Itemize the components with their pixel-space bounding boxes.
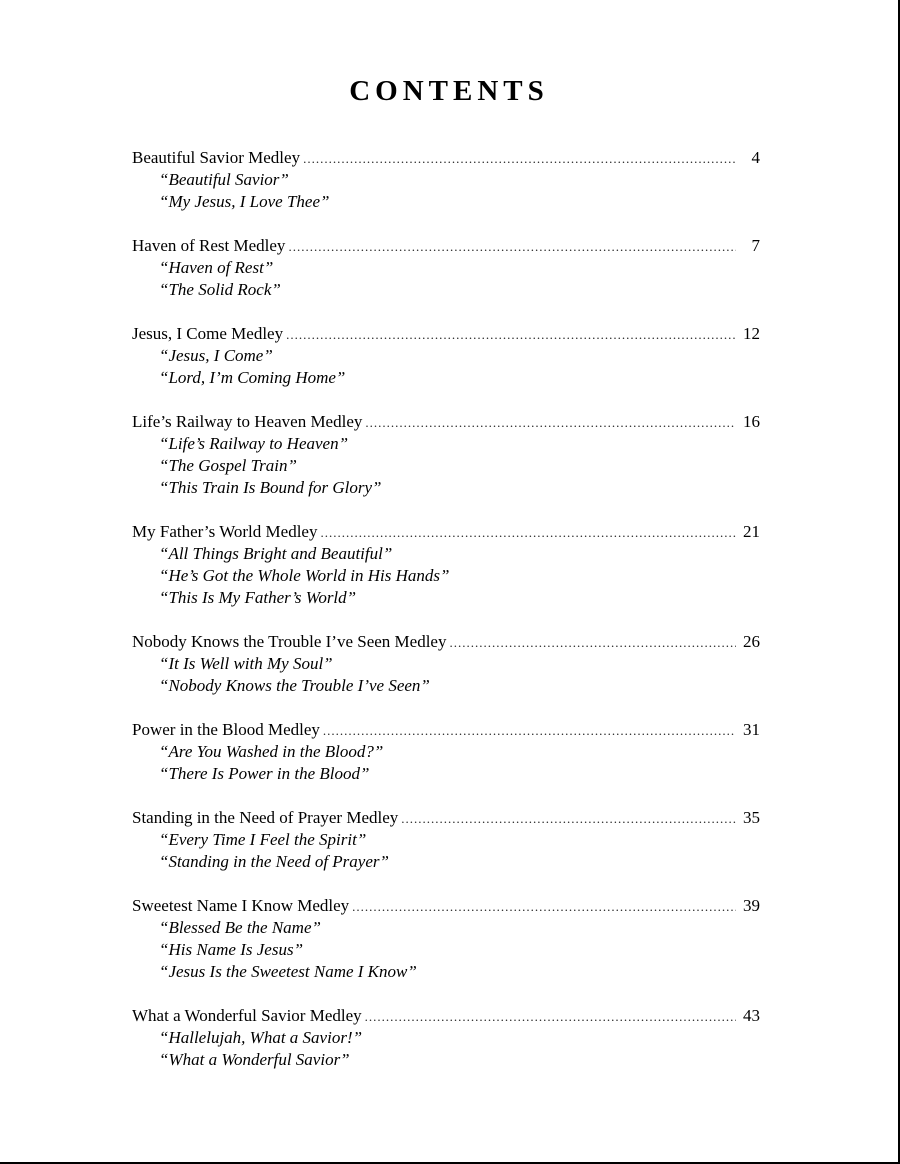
entry-spacer [132,499,760,521]
page-number: 39 [743,896,760,915]
dot-leader [303,148,736,170]
song-title: “It Is Well with My Soul” [159,654,333,673]
song-title: “His Name Is Jesus” [159,940,304,959]
toc-entry [132,895,760,1005]
dot-leader [449,632,736,654]
dot-leader [286,324,736,346]
dot-leader [365,1006,736,1028]
medley-title: Nobody Knows the Trouble I’ve Seen Medley [132,632,447,651]
page-number: 21 [743,522,760,541]
toc-entry [132,521,760,631]
song-title: “There Is Power in the Blood” [159,764,370,783]
page-number: 7 [751,236,760,255]
song-list [132,433,760,499]
song-list [132,169,760,213]
medley-title: Haven of Rest Medley [132,236,286,255]
page-number: 12 [743,324,760,343]
song-list [132,345,760,389]
dot-leader [352,896,736,918]
page-title: CONTENTS [349,75,549,107]
dot-leader [365,412,736,434]
song-list [132,741,760,785]
song-title: “Blessed Be the Name” [159,918,321,937]
song-title: “Hallelujah, What a Savior!” [159,1028,363,1047]
song-list [132,917,760,983]
song-title: “Standing in the Need of Prayer” [159,852,389,871]
song-title: “This Train Is Bound for Glory” [159,478,382,497]
toc-entry-line[interactable] [132,719,760,741]
song-list [132,543,760,609]
entry-spacer [132,609,760,631]
toc-entry-line[interactable] [132,323,760,345]
entry-spacer [132,873,760,895]
song-title: “The Gospel Train” [159,456,297,475]
toc-entry [132,147,760,235]
toc-entry [132,323,760,411]
toc-entry-line[interactable] [132,147,760,169]
entry-spacer [132,983,760,1005]
page-number: 16 [743,412,760,431]
toc-entry-line[interactable] [132,807,760,829]
medley-title: My Father’s World Medley [132,522,318,541]
page-number: 35 [743,808,760,827]
song-title: “Every Time I Feel the Spirit” [159,830,367,849]
medley-title: What a Wonderful Savior Medley [132,1006,362,1025]
page-number: 31 [743,720,760,739]
song-list [132,1027,760,1071]
entry-spacer [132,697,760,719]
entry-spacer [132,785,760,807]
entry-spacer [132,213,760,235]
song-title: “My Jesus, I Love Thee” [159,192,330,211]
song-title: “Haven of Rest” [159,258,274,277]
dot-leader [401,808,736,830]
page-number: 26 [743,632,760,651]
dot-leader [288,236,736,258]
song-title: “Life’s Railway to Heaven” [159,434,349,453]
toc-entry-line[interactable] [132,895,760,917]
song-title: “What a Wonderful Savior” [159,1050,350,1069]
entry-spacer [132,301,760,323]
medley-title: Power in the Blood Medley [132,720,320,739]
dot-leader [320,522,736,544]
song-title: “Nobody Knows the Trouble I’ve Seen” [159,676,430,695]
song-title: “He’s Got the Whole World in His Hands” [159,566,450,585]
medley-title: Standing in the Need of Prayer Medley [132,808,399,827]
toc-entry-line[interactable] [132,631,760,653]
page-number: 4 [751,148,760,167]
toc-entry [132,631,760,719]
song-list [132,257,760,301]
song-title: “The Solid Rock” [159,280,281,299]
table-of-contents [132,147,760,1071]
medley-title: Sweetest Name I Know Medley [132,896,350,915]
toc-entry [132,235,760,323]
song-title: “This Is My Father’s World” [159,588,357,607]
toc-entry [132,807,760,895]
song-title: “Lord, I’m Coming Home” [159,368,346,387]
medley-title: Life’s Railway to Heaven Medley [132,412,363,431]
toc-entry-line[interactable] [132,1005,760,1027]
song-title: “All Things Bright and Beautiful” [159,544,393,563]
toc-entry [132,719,760,807]
toc-entry-line[interactable] [132,521,760,543]
toc-entry-line[interactable] [132,411,760,433]
song-title: “Beautiful Savior” [159,170,289,189]
medley-title: Beautiful Savior Medley [132,148,301,167]
toc-entry [132,1005,760,1071]
song-list [132,829,760,873]
song-title: “Jesus Is the Sweetest Name I Know” [159,962,417,981]
dot-leader [323,720,736,742]
entry-spacer [132,389,760,411]
page-number: 43 [743,1006,760,1025]
song-title: “Jesus, I Come” [159,346,273,365]
song-list [132,653,760,697]
toc-entry-line[interactable] [132,235,760,257]
toc-entry [132,411,760,521]
medley-title: Jesus, I Come Medley [132,324,284,343]
song-title: “Are You Washed in the Blood?” [159,742,384,761]
